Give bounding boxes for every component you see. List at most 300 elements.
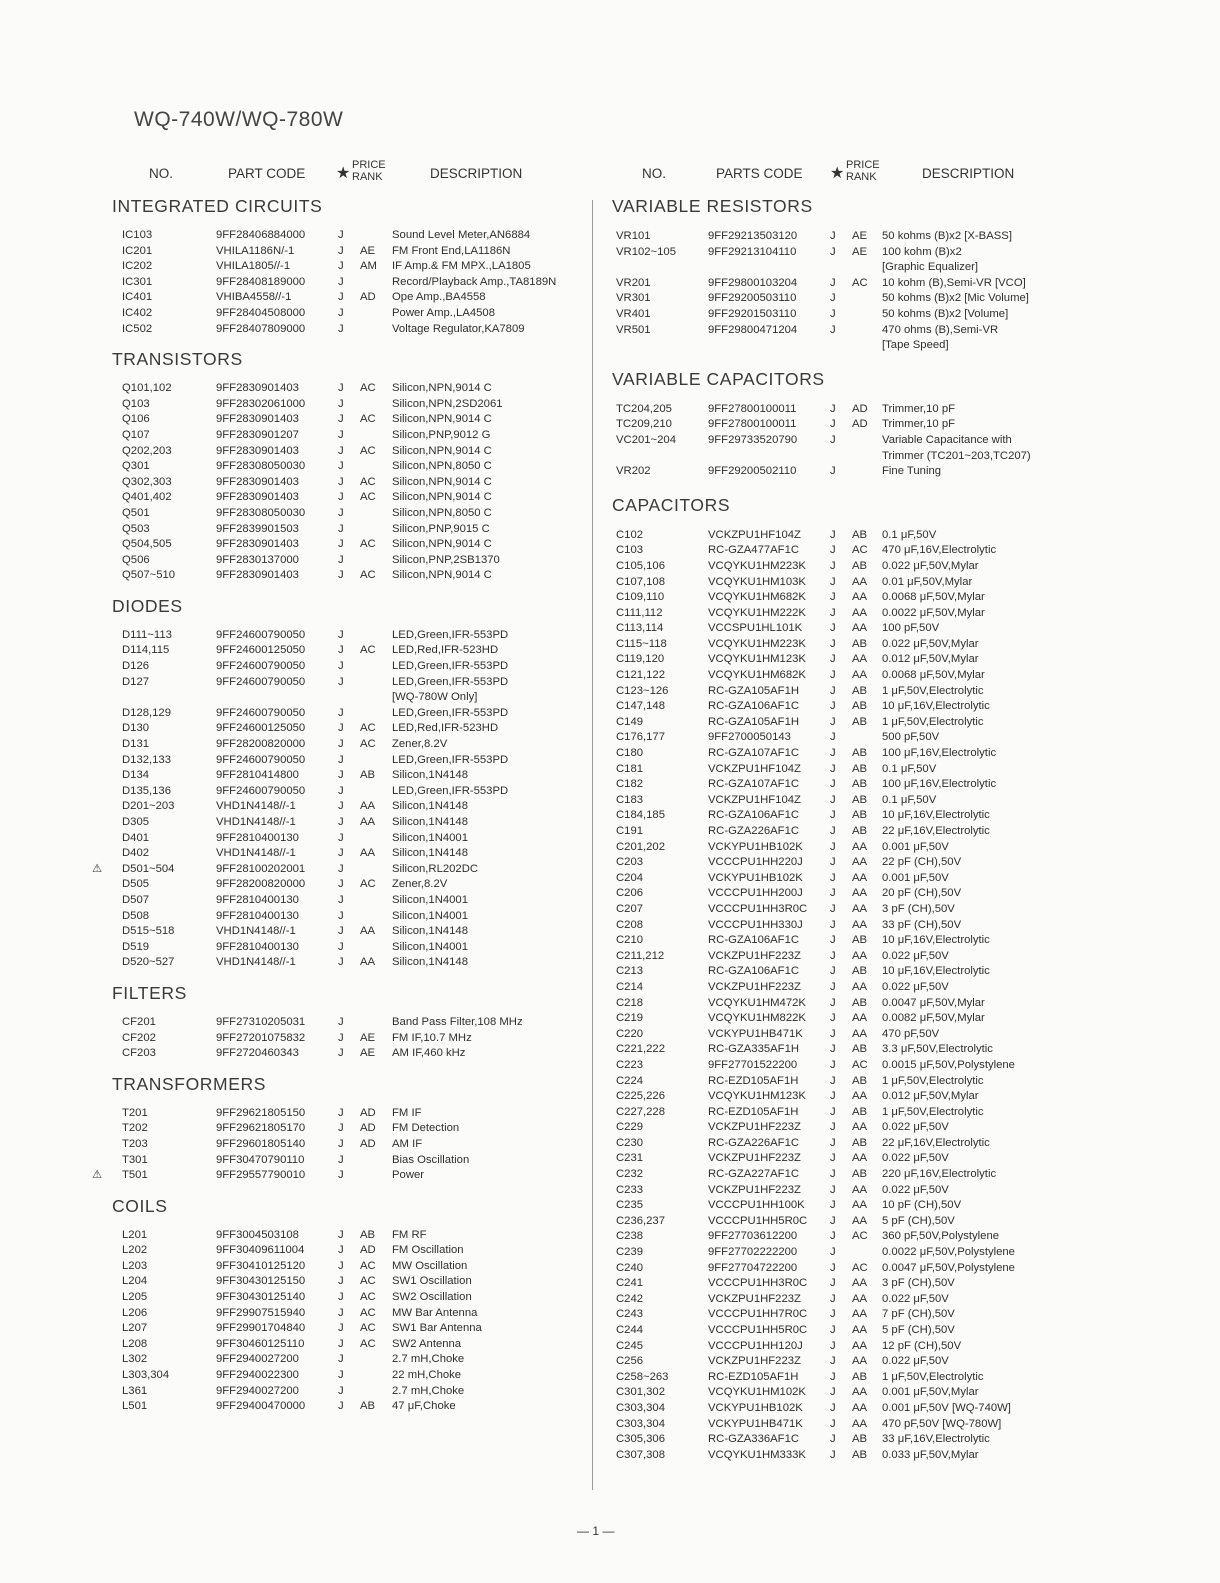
part-row xyxy=(112,553,582,569)
part-description: Silicon,PNP,9012 G xyxy=(392,428,491,441)
price-rank: AA xyxy=(852,1324,868,1336)
section-heading: TRANSFORMERS xyxy=(112,1073,267,1094)
part-row xyxy=(112,1228,582,1244)
part-row xyxy=(112,909,582,925)
part-number: C221,222 xyxy=(616,1043,665,1056)
part-row xyxy=(112,1137,582,1153)
part-description: Silicon,NPN,2SD2061 xyxy=(392,397,503,410)
price-rank: AC xyxy=(360,1291,376,1304)
part-mark: J xyxy=(830,433,836,446)
part-number: D402 xyxy=(122,847,150,860)
part-description: 0.022 μF,50V,Mylar xyxy=(882,637,979,650)
part-number: C111,112 xyxy=(616,606,663,619)
part-number: VR501 xyxy=(616,323,651,336)
part-row xyxy=(612,668,1082,684)
part-code: 9FF30460125110 xyxy=(216,1337,305,1350)
part-description: MW Bar Antenna xyxy=(392,1306,478,1319)
part-number: T501 xyxy=(122,1169,148,1182)
part-code: 9FF24600790050 xyxy=(216,675,306,688)
part-code: VCCCPU1HH5R0C xyxy=(708,1324,808,1336)
header-no: NO. xyxy=(642,166,667,181)
part-mark: J xyxy=(830,245,836,258)
part-code: RC-GZA106AF1C xyxy=(708,809,800,822)
part-mark: J xyxy=(830,307,836,320)
part-description: Silicon,RL202DC xyxy=(392,862,479,875)
part-row xyxy=(112,675,582,691)
part-row xyxy=(612,1229,1082,1245)
price-rank: AA xyxy=(360,956,376,969)
header-price-rank: PRICE RANK xyxy=(352,159,386,183)
part-code: 9FF24600790050 xyxy=(216,660,306,673)
part-number: C176,177 xyxy=(616,731,665,744)
part-description: 470 μF,16V,Electrolytic xyxy=(882,544,997,557)
price-rank: AB xyxy=(852,1074,868,1087)
part-code: 9FF29557790010 xyxy=(216,1169,306,1182)
part-code: VCQYKU1HM222K xyxy=(708,606,806,619)
part-description: Silicon,PNP,9015 C xyxy=(392,522,490,535)
part-code: 9FF27800100011 xyxy=(708,418,797,431)
part-row xyxy=(612,933,1082,949)
part-code: 9FF24600790050 xyxy=(216,628,306,641)
part-description: Silicon,1N4148 xyxy=(392,847,468,860)
price-rank: AB xyxy=(852,559,868,572)
part-description: 1 μF,50V,Electrolytic xyxy=(882,1370,984,1383)
part-code: VCCCPU1HH5R0C xyxy=(708,1214,808,1227)
part-description: 0.1 μF,50V xyxy=(882,528,937,541)
part-mark: J xyxy=(338,1400,344,1413)
price-rank: AD xyxy=(360,1244,376,1257)
price-rank: AA xyxy=(852,1214,868,1227)
part-description: 220 μF,16V,Electrolytic xyxy=(882,1168,997,1181)
part-code: 9FF2830901207 xyxy=(216,428,299,441)
part-description: 0.0082 μF,50V,Mylar xyxy=(882,1012,985,1025)
part-code: 9FF30430125150 xyxy=(216,1275,306,1288)
part-code: 9FF29601805140 xyxy=(216,1137,306,1150)
part-row xyxy=(612,1354,1082,1370)
part-row xyxy=(112,924,582,940)
part-description: FM Oscillation xyxy=(392,1244,464,1257)
part-number: D201~203 xyxy=(122,800,175,813)
part-row xyxy=(612,433,1082,449)
part-row xyxy=(612,276,1082,292)
part-mark: J xyxy=(830,793,836,806)
part-row xyxy=(612,964,1082,980)
part-mark: J xyxy=(338,1275,344,1288)
part-number: C109,110 xyxy=(616,591,665,604)
price-rank: AB xyxy=(852,637,868,650)
part-code: 9FF28408189000 xyxy=(216,275,306,288)
part-number: L201 xyxy=(122,1228,148,1241)
part-description: Silicon,NPN,9014 C xyxy=(392,538,492,551)
part-row xyxy=(112,721,582,737)
part-code: VCKYPU1HB102K xyxy=(708,1401,803,1414)
part-description: 10 μF,16V,Electrolytic xyxy=(882,700,990,713)
part-row xyxy=(112,1352,582,1368)
part-row xyxy=(612,307,1082,323)
section-heading: VARIABLE RESISTORS xyxy=(612,196,813,216)
part-mark: J xyxy=(830,544,836,557)
price-rank: AA xyxy=(360,847,376,860)
part-mark: J xyxy=(830,1370,836,1383)
part-description: Silicon,1N4148 xyxy=(392,925,468,938)
part-number: C147,148 xyxy=(616,700,665,713)
part-description: IF Amp.& FM MPX.,LA1805 xyxy=(392,260,531,273)
part-mark: J xyxy=(830,559,836,572)
part-number: C242 xyxy=(616,1292,644,1305)
part-mark: J xyxy=(830,669,836,682)
part-number: C258~263 xyxy=(616,1370,669,1383)
part-number: C181 xyxy=(616,762,644,775)
part-description: 3 pF (CH),50V xyxy=(882,902,955,915)
part-mark: J xyxy=(830,1074,836,1087)
part-code: 9FF29213503120 xyxy=(708,230,798,242)
price-rank: AC xyxy=(360,878,376,891)
part-mark: J xyxy=(338,706,344,719)
part-mark: J xyxy=(830,1214,836,1227)
part-code: 9FF28406884000 xyxy=(216,229,306,241)
part-code: RC-GZA477AF1C xyxy=(708,544,800,557)
part-row xyxy=(612,1151,1082,1167)
part-mark: J xyxy=(338,1259,344,1272)
part-description: FM RF xyxy=(392,1228,427,1241)
part-code: 9FF28308050030 xyxy=(216,506,306,519)
part-number: D131 xyxy=(122,738,150,751)
part-description: LED,Green,IFR-553PD xyxy=(392,706,509,719)
part-code: 9FF24600790050 xyxy=(216,706,306,719)
part-mark: J xyxy=(830,1246,836,1259)
part-row xyxy=(612,1307,1082,1323)
part-row xyxy=(612,1089,1082,1105)
part-mark: J xyxy=(830,653,836,666)
part-mark: J xyxy=(830,684,836,697)
part-mark: J xyxy=(830,1448,836,1461)
part-row xyxy=(112,1046,582,1062)
part-number: T202 xyxy=(122,1122,148,1135)
part-description: 0.001 μF,50V xyxy=(882,840,949,853)
part-code: 9FF28407809000 xyxy=(216,322,306,335)
part-mark: J xyxy=(338,1228,344,1241)
part-number: IC502 xyxy=(122,322,153,335)
part-code: VCKZPU1HF104Z xyxy=(708,528,801,541)
part-description: Power xyxy=(392,1169,425,1182)
part-number: D127 xyxy=(122,675,150,688)
part-code: VCKYPU1HB471K xyxy=(708,1027,803,1040)
part-mark: J xyxy=(830,965,836,978)
part-number: L202 xyxy=(122,1244,148,1257)
part-row xyxy=(612,575,1082,591)
part-description: [Tape Speed] xyxy=(882,339,949,352)
part-description: Power Amp.,LA4508 xyxy=(392,306,495,319)
price-rank: AE xyxy=(852,230,868,242)
part-mark: J xyxy=(830,528,836,541)
part-code: RC-GZA106AF1C xyxy=(708,934,800,947)
price-rank: AC xyxy=(360,1337,376,1350)
part-row xyxy=(112,522,582,538)
price-rank: AA xyxy=(852,1027,868,1040)
part-code: VCQYKU1HM223K xyxy=(708,559,806,572)
left-table-header xyxy=(112,155,582,195)
part-row xyxy=(612,449,1082,465)
part-number: C210 xyxy=(616,934,644,947)
part-description: 0.022 μF,50V xyxy=(882,1152,949,1165)
part-code: VCCCPU1HH3R0C xyxy=(708,1277,808,1290)
part-number: D501~504 xyxy=(122,862,175,875)
part-code: RC-GZA107AF1C xyxy=(708,778,800,791)
part-number: Q106 xyxy=(122,413,150,426)
column-divider xyxy=(592,200,593,1490)
part-row xyxy=(112,290,582,306)
part-mark: J xyxy=(830,1136,836,1149)
part-row xyxy=(112,568,582,584)
section-heading: INTEGRATED CIRCUITS xyxy=(112,196,323,216)
part-description: Zener,8.2V xyxy=(392,738,448,751)
price-rank: AE xyxy=(360,1031,376,1044)
part-row xyxy=(112,1121,582,1137)
price-rank: AC xyxy=(360,475,376,488)
part-number: C119,120 xyxy=(616,653,665,666)
price-rank: AM xyxy=(360,260,377,273)
price-rank: AC xyxy=(360,382,376,395)
part-mark: J xyxy=(338,553,344,566)
price-rank: AB xyxy=(852,965,868,978)
part-row xyxy=(112,877,582,893)
part-description: Trimmer,10 pF xyxy=(882,402,956,415)
part-code: VHD1N4148//-1 xyxy=(216,925,296,938)
part-row xyxy=(92,862,582,878)
part-code: 9FF29901704840 xyxy=(216,1322,306,1335)
part-row xyxy=(612,1261,1082,1277)
part-code: VCQYKU1HM333K xyxy=(708,1448,806,1461)
part-mark: J xyxy=(338,1369,344,1382)
part-row xyxy=(612,402,1082,418)
part-code: 9FF28200820000 xyxy=(216,878,306,891)
price-rank: AC xyxy=(360,538,376,551)
part-mark: J xyxy=(830,778,836,791)
part-row xyxy=(112,1368,582,1384)
price-rank: AA xyxy=(852,1417,868,1430)
part-mark: J xyxy=(338,1322,344,1335)
part-number: VR201 xyxy=(616,276,651,289)
part-mark: J xyxy=(338,491,344,504)
part-code: VCQYKU1HM682K xyxy=(708,591,806,604)
part-mark: J xyxy=(338,1106,344,1119)
part-code: VCQYKU1HM822K xyxy=(708,1012,806,1025)
part-mark: J xyxy=(830,949,836,962)
part-mark: J xyxy=(338,893,344,906)
part-description: 1 μF,50V,Electrolytic xyxy=(882,1105,984,1118)
price-rank: AA xyxy=(360,800,376,813)
section-heading: FILTERS xyxy=(112,982,187,1003)
part-mark: J xyxy=(338,1031,344,1044)
part-row xyxy=(112,659,582,675)
part-row xyxy=(612,1074,1082,1090)
part-number: IC402 xyxy=(122,306,153,319)
part-number: C201,202 xyxy=(616,840,665,853)
price-rank: AC xyxy=(360,491,376,504)
part-description: 10 pF (CH),50V xyxy=(882,1199,962,1212)
part-code: VCQYKU1HM123K xyxy=(708,1090,806,1103)
part-row xyxy=(112,444,582,460)
part-mark: J xyxy=(830,996,836,1009)
part-row xyxy=(612,291,1082,307)
part-row xyxy=(612,840,1082,856)
price-rank: AB xyxy=(852,1448,868,1461)
part-description: 0.0022 μF,50V,Mylar xyxy=(882,606,985,619)
part-code: VCCCPU1HH100K xyxy=(708,1199,805,1212)
part-description: 470 pF,50V [WQ-780W] xyxy=(882,1417,1002,1430)
part-number: D508 xyxy=(122,909,150,922)
part-number: L203 xyxy=(122,1259,148,1272)
part-number: C301,302 xyxy=(616,1386,665,1399)
part-mark: J xyxy=(338,1169,344,1182)
part-description: SW2 Antenna xyxy=(392,1337,462,1350)
part-code: 9FF28404508000 xyxy=(216,306,306,319)
part-description: 0.022 μF,50V xyxy=(882,1355,949,1368)
part-code: RC-GZA227AF1C xyxy=(708,1168,800,1181)
part-number: VR301 xyxy=(616,292,651,305)
part-number: Q107 xyxy=(122,428,150,441)
part-code: 9FF24600125050 xyxy=(216,644,306,657)
part-row xyxy=(112,1153,582,1169)
part-description: 0.012 μF,50V,Mylar xyxy=(882,653,979,666)
part-row xyxy=(112,1259,582,1275)
part-code: 9FF2940027200 xyxy=(216,1353,299,1366)
part-description: Silicon,1N4148 xyxy=(392,769,468,782)
part-mark: J xyxy=(338,1291,344,1304)
part-number: Q506 xyxy=(122,553,150,566)
part-code: 9FF2830901403 xyxy=(216,475,299,488)
part-row xyxy=(612,652,1082,668)
part-description: 0.022 μF,50V xyxy=(882,949,949,962)
part-description: 5 pF (CH),50V xyxy=(882,1324,955,1336)
part-description: Silicon,NPN,9014 C xyxy=(392,444,492,457)
part-row xyxy=(112,1337,582,1353)
part-row xyxy=(612,699,1082,715)
section-heading: COILS xyxy=(112,1195,168,1216)
part-mark: J xyxy=(830,1417,836,1430)
part-code: VCQYKU1HM682K xyxy=(708,669,806,682)
part-description: 0.001 μF,50V xyxy=(882,871,949,884)
header-no: NO. xyxy=(149,166,174,181)
price-rank: AC xyxy=(360,444,376,457)
part-number: Q103 xyxy=(122,397,150,410)
price-rank: AA xyxy=(852,1277,868,1290)
part-row xyxy=(112,490,582,506)
part-description: 0.022 μF,50V xyxy=(882,980,949,993)
part-mark: J xyxy=(830,402,836,415)
part-mark: J xyxy=(830,902,836,915)
part-description: Trimmer (TC201~203,TC207) xyxy=(882,449,1031,462)
part-row xyxy=(112,1290,582,1306)
part-number: C303,304 xyxy=(616,1417,665,1430)
price-rank: AA xyxy=(852,949,868,962)
part-number: D134 xyxy=(122,769,150,782)
part-code: 9FF28100202001 xyxy=(216,862,306,875)
price-rank: AA xyxy=(852,887,868,900)
part-row xyxy=(112,784,582,800)
part-mark: J xyxy=(338,769,344,782)
part-code: 9FF2810400130 xyxy=(216,831,299,844)
part-mark: J xyxy=(338,506,344,519)
part-code: VCQYKU1HM472K xyxy=(708,996,806,1009)
price-rank: AC xyxy=(852,544,868,557)
part-description: Silicon,NPN,9014 C xyxy=(392,491,492,504)
part-code: 9FF2830901403 xyxy=(216,569,299,582)
part-code: 9FF29621805150 xyxy=(216,1106,306,1119)
part-row xyxy=(612,684,1082,700)
part-description: [Graphic Equalizer] xyxy=(882,261,979,274)
part-mark: J xyxy=(830,230,836,242)
part-mark: J xyxy=(830,856,836,869)
part-description: AM IF xyxy=(392,1137,423,1150)
part-number: D128,129 xyxy=(122,706,171,719)
part-number: C305,306 xyxy=(616,1433,665,1446)
part-description: LED,Green,IFR-553PD xyxy=(392,660,509,673)
part-row xyxy=(112,768,582,784)
part-description: LED,Green,IFR-553PD xyxy=(392,675,509,688)
price-rank: AD xyxy=(852,418,868,431)
part-code: 9FF29800471204 xyxy=(708,323,798,336)
part-number: C245 xyxy=(616,1339,644,1352)
part-description: 7 pF (CH),50V xyxy=(882,1308,955,1321)
part-number: C219 xyxy=(616,1012,644,1025)
part-row xyxy=(112,690,582,706)
part-mark: J xyxy=(338,475,344,488)
part-number: CF203 xyxy=(122,1047,156,1060)
part-row xyxy=(612,1339,1082,1355)
price-rank: AE xyxy=(360,1047,376,1060)
part-number: C207 xyxy=(616,902,644,915)
part-number: C244 xyxy=(616,1324,644,1336)
part-mark: J xyxy=(830,871,836,884)
part-description: 0.1 μF,50V xyxy=(882,793,937,806)
part-number: C227,228 xyxy=(616,1105,665,1118)
part-number: IC301 xyxy=(122,275,153,288)
header-star: ★ xyxy=(336,165,351,182)
price-rank: AC xyxy=(360,413,376,426)
part-number: L204 xyxy=(122,1275,148,1288)
part-mark: J xyxy=(830,606,836,619)
part-mark: J xyxy=(830,1183,836,1196)
part-mark: J xyxy=(338,538,344,551)
price-rank: AA xyxy=(852,1012,868,1025)
part-description: 50 kohms (B)x2 [Volume] xyxy=(882,307,1009,320)
part-description: Trimmer,10 pF xyxy=(882,418,956,431)
part-row xyxy=(112,1321,582,1337)
part-row xyxy=(612,1183,1082,1199)
price-rank: AC xyxy=(360,738,376,751)
part-code: VCKZPU1HF223Z xyxy=(708,1292,801,1305)
part-description: FM Front End,LA1186N xyxy=(392,244,511,257)
part-row xyxy=(612,245,1082,261)
part-mark: J xyxy=(830,1277,836,1290)
part-mark: J xyxy=(338,522,344,535)
part-code: 9FF27701522200 xyxy=(708,1058,798,1071)
part-mark: J xyxy=(338,1337,344,1350)
right-sections xyxy=(612,195,1082,1463)
part-mark: J xyxy=(338,909,344,922)
price-rank: AD xyxy=(360,291,376,304)
part-description: Fine Tuning xyxy=(882,465,942,478)
part-mark: J xyxy=(338,1137,344,1150)
part-code: VCKZPU1HF104Z xyxy=(708,793,801,806)
part-mark: J xyxy=(338,1122,344,1135)
price-rank: AA xyxy=(852,653,868,666)
part-row xyxy=(612,762,1082,778)
part-description: 22 μF,16V,Electrolytic xyxy=(882,825,990,837)
part-row xyxy=(612,1011,1082,1027)
part-row xyxy=(112,506,582,522)
